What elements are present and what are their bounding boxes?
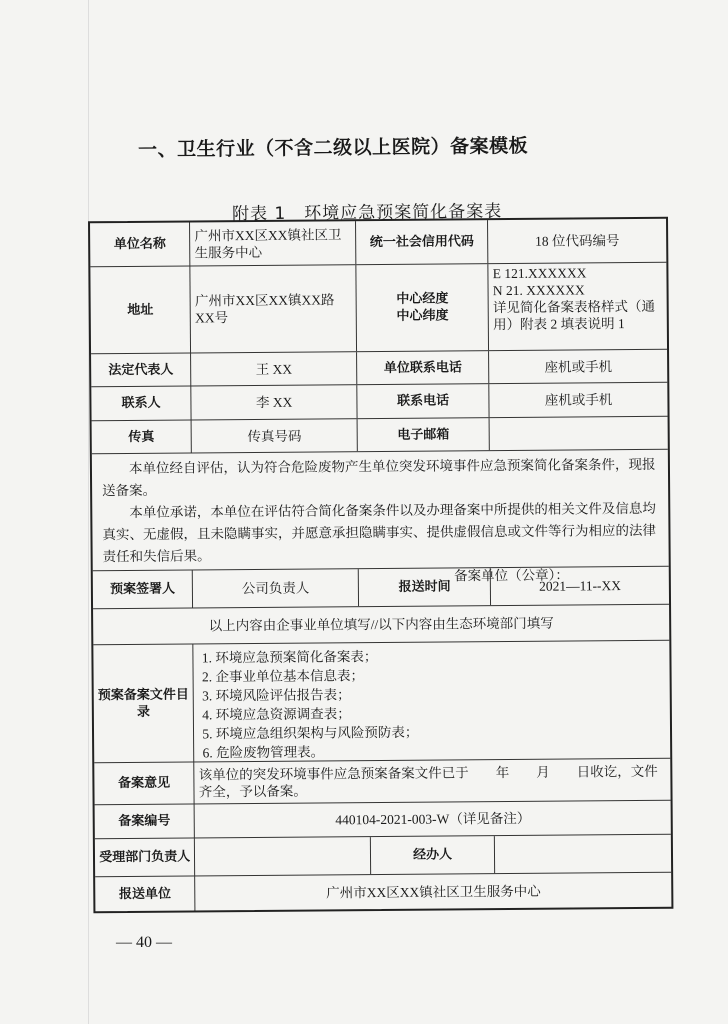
table-row [95, 834, 671, 877]
unit-phone-label: 单位联系电话 [356, 351, 488, 384]
table-row [93, 604, 669, 645]
dept-head-label: 受理部门负责人 [99, 849, 191, 866]
address-label: 地址 [127, 302, 154, 318]
scan-fold-line [88, 0, 89, 1024]
contact-value: 李 XX [191, 385, 357, 419]
email-value [489, 417, 668, 450]
legal-rep-value: 王 XX [190, 352, 356, 385]
table-row [92, 449, 669, 584]
declaration-paragraph-1: 本单位经自评估，认为符合危险废物产生单位突发环境事件应急预案简化备案条件，现报送备案。 [102, 456, 656, 499]
seal-line: 备案单位（公章）： [453, 567, 569, 584]
fax-value: 传真号码 [191, 419, 357, 452]
table-row [91, 382, 667, 421]
opinion-text: 该单位的突发环境事件应急预案备案文件已于 年 月 日收讫，文件齐全，予以备案。 [194, 759, 671, 804]
table-row [92, 416, 668, 454]
lon-value: E 121.XXXXXX [492, 265, 587, 282]
submit-time-label: 报送时间 [358, 568, 490, 606]
lonlat-value [488, 263, 667, 350]
contact-phone-value: 座机或手机 [489, 383, 668, 417]
lonlat-note: 详见简化备案表格样式（通用）附表 2 填表说明 1 [492, 298, 656, 333]
report-unit-label: 报送单位 [118, 886, 172, 902]
list-item: 6. 危险废物管理表。 [202, 744, 325, 761]
lat-value: N 21. XXXXXX [492, 282, 585, 299]
report-unit-value: 广州市XX区XX镇社区卫生服务中心 [195, 873, 672, 911]
dept-head-value [194, 837, 370, 875]
list-item: 1. 环境应急预案简化备案表； [201, 649, 378, 666]
lonlat-label [356, 264, 489, 351]
credit-code-value: 18 位代码编号 [487, 219, 666, 263]
divider-text: 以上内容由企事业单位填写//以下内容由生态环境部门填写 [208, 615, 554, 634]
table-row [90, 262, 667, 354]
submit-time-value: 2021—11--XX [490, 567, 669, 605]
file-list [193, 641, 671, 762]
list-item: 5. 环境应急组织架构与风险预防表； [202, 724, 419, 742]
credit-code-label: 统一社会信用代码 [355, 220, 487, 264]
handler-label: 经办人 [370, 836, 494, 874]
handler-value [494, 835, 671, 873]
table-row [95, 872, 671, 912]
unit-phone-value: 座机或手机 [488, 350, 667, 383]
table-row [90, 219, 666, 267]
section-heading: 一、卫生行业（不含二级以上医院）备案模板 [137, 134, 529, 162]
lat-label: 中心纬度 [396, 308, 449, 324]
list-item: 2. 企事业单位基本信息表； [201, 668, 364, 685]
table-row [93, 640, 670, 763]
email-label: 电子邮箱 [357, 418, 489, 451]
record-no-label: 备案编号 [118, 813, 171, 830]
signer-value: 公司负责人 [192, 569, 358, 607]
table-title: 附表 1 环境应急预案简化备案表 [231, 201, 503, 225]
filing-form-table [88, 217, 673, 914]
file-list-label: 预案备案文件目录 [97, 687, 189, 720]
opinion-label: 备案意见 [118, 775, 171, 792]
declaration-paragraph-2: 本单位承诺，本单位在评估符合简化备案条件以及办理备案中所提供的相关文件及信息均真实、无虚假，且未隐瞒事实，并愿意承担隐瞒事实、提供虚假信息或文件等行为相应的法律责任和失信后果。 [102, 500, 657, 565]
address-value: 广州市XX区XX镇XX路XX号 [190, 265, 357, 352]
contact-phone-label: 联系电话 [356, 384, 488, 418]
record-no-value: 440104-2021-003-W（详见备注） [194, 801, 671, 838]
unit-name-value: 广州市XX区XX镇社区卫生服务中心 [189, 221, 355, 265]
contact-label: 联系人 [121, 395, 161, 412]
list-item: 3. 环境风险评估报告表； [202, 687, 351, 704]
legal-rep-label: 法定代表人 [108, 362, 174, 378]
table-row [91, 349, 667, 387]
table-row [95, 800, 671, 839]
fax-label: 传真 [128, 429, 155, 445]
signer-label: 预案签署人 [109, 581, 176, 598]
lon-label: 中心经度 [396, 291, 449, 307]
page-number: — 40 — [116, 934, 172, 951]
table-row [94, 758, 670, 805]
table-row [93, 566, 669, 609]
declaration-block [92, 450, 669, 584]
list-item: 4. 环境应急资源调查表； [202, 706, 351, 723]
unit-name-label: 单位名称 [113, 236, 166, 253]
